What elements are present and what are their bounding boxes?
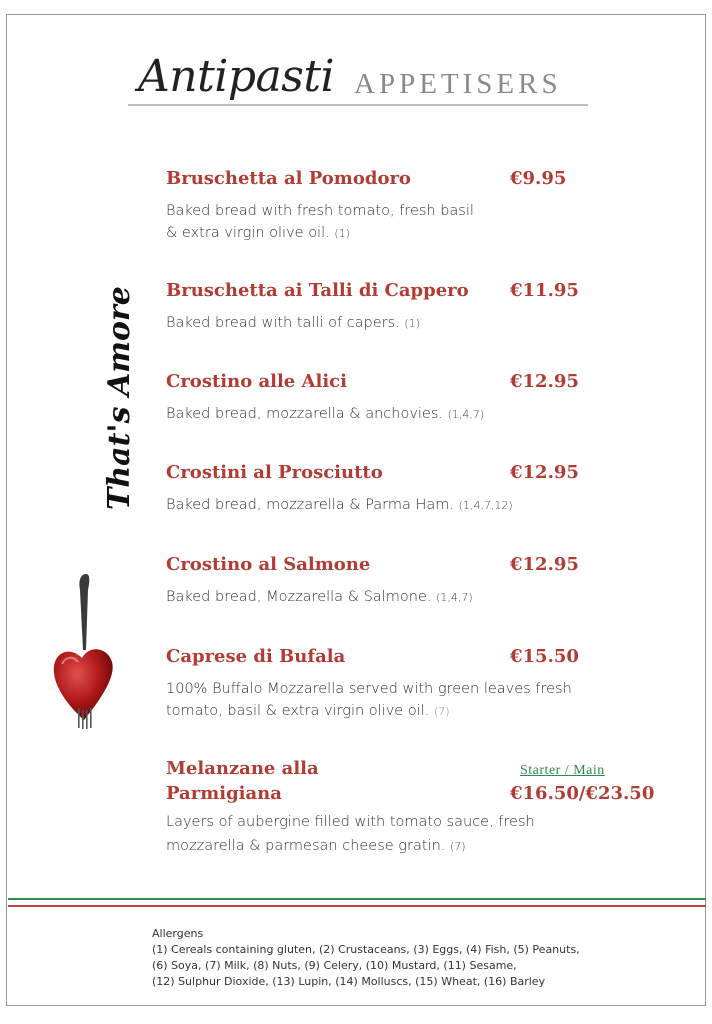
- brand-vertical-text: That's Amore: [102, 286, 137, 510]
- item-name: Bruschetta al Pomodoro: [166, 168, 411, 189]
- description-line: Baked bread with fresh tomato, fresh basil: [166, 203, 474, 219]
- item-name: Crostini al Prosciutto: [166, 462, 383, 483]
- header-underline: [128, 104, 588, 106]
- item-name: Crostino al Salmone: [166, 554, 371, 575]
- allergen-codes: (7): [449, 840, 466, 853]
- description-line: Layers of aubergine filled with tomato sauce, fresh: [166, 814, 535, 830]
- allergens-legend: [152, 926, 672, 990]
- description-line: tomato, basil & extra virgin olive oil.: [166, 703, 430, 719]
- size-label: Starter / Main: [520, 763, 605, 778]
- description-line: Baked bread, mozzarella & anchovies.: [166, 406, 444, 422]
- item-price: €15.50: [510, 646, 579, 667]
- allergen-codes: (1): [334, 227, 350, 240]
- description-line: mozzarella & parmesan cheese gratin.: [166, 838, 446, 854]
- item-price: €12.95: [510, 554, 579, 575]
- item-description: [166, 678, 616, 723]
- section-header: [128, 52, 588, 108]
- footer-red-rule: [8, 905, 706, 907]
- item-price: €12.95: [510, 462, 579, 483]
- item-description: [166, 494, 606, 517]
- footer-green-rule: [8, 898, 706, 900]
- allergen-codes: (1,4,7): [436, 591, 473, 604]
- script-title: Antipasti: [138, 51, 335, 102]
- description-line: & extra virgin olive oil.: [166, 225, 330, 241]
- description-line: Baked bread, Mozzarella & Salmone.: [166, 589, 432, 605]
- allergens-line: (1) Cereals containing gluten, (2) Crustaceans, (3) Eggs, (4) Fish, (5) Peanuts,: [152, 943, 580, 956]
- item-name: Parmigiana: [166, 783, 282, 804]
- description-line: 100% Buffalo Mozzarella served with green leaves fresh: [166, 681, 572, 697]
- item-name: Caprese di Bufala: [166, 646, 346, 667]
- item-price: €12.95: [510, 371, 579, 392]
- allergens-line: (12) Sulphur Dioxide, (13) Lupin, (14) Molluscs, (15) Wheat, (16) Barley: [152, 975, 546, 988]
- allergen-codes: (1): [404, 317, 420, 330]
- item-name: Crostino alle Alici: [166, 371, 347, 392]
- item-price: €16.50/€23.50: [510, 783, 655, 804]
- caps-title: APPETISERS: [354, 68, 562, 100]
- allergen-codes: (7): [434, 705, 450, 718]
- item-name: Bruschetta ai Talli di Cappero: [166, 280, 469, 301]
- allergens-title: Allergens: [152, 927, 204, 940]
- heart-fork-logo-icon: [50, 570, 118, 732]
- description-line: Baked bread, mozzarella & Parma Ham.: [166, 497, 455, 513]
- item-description: [166, 586, 606, 609]
- item-name: Melanzane alla: [166, 758, 319, 779]
- allergens-line: (6) Soya, (7) Milk, (8) Nuts, (9) Celery, (10) Mustard, (11) Sesame,: [152, 959, 517, 972]
- allergen-codes: (1,4,7): [447, 408, 485, 421]
- item-description: [166, 200, 606, 245]
- item-description: [166, 810, 606, 859]
- description-line: Baked bread with talli of capers.: [166, 315, 400, 331]
- item-price: €11.95: [510, 280, 579, 301]
- item-description: [166, 403, 606, 426]
- item-price: €9.95: [510, 168, 567, 189]
- allergen-codes: (1,4,7,12): [458, 499, 513, 512]
- item-description: [166, 312, 606, 335]
